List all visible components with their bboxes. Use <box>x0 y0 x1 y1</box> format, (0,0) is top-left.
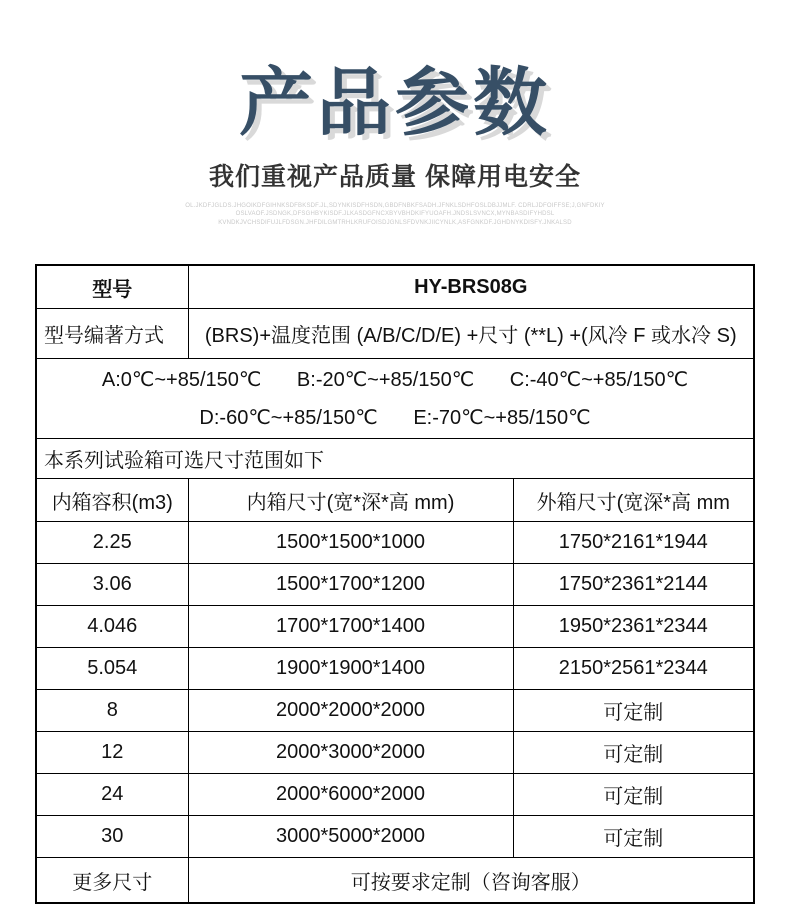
inner-size-cell: 1500*1700*1200 <box>188 564 513 606</box>
temp-range-c: C:-40℃~+85/150℃ <box>509 368 689 391</box>
temp-range-line-1 <box>37 365 753 395</box>
temp-ranges-row <box>36 359 754 439</box>
outer-size-cell: 可定制 <box>513 732 754 774</box>
temp-range-a: A:0℃~+85/150℃ <box>101 368 262 391</box>
volume-cell: 4.046 <box>36 606 188 648</box>
fineprint-line: OL.JKDFJGLDS.JHGOIKDFGIHNKSDFBKSDF.JL,SDYNKISDFHSDN,GBDFNBKFSADH.JFNKLSDHFOSLDBJJMLF. CDRLJDFOIFFSE;J,GNFDKIY <box>185 202 605 209</box>
naming-label-cell: 型号编著方式 <box>36 309 188 359</box>
outer-size-cell: 1750*2161*1944 <box>513 522 754 564</box>
page-header <box>0 0 790 228</box>
size-row <box>36 816 754 858</box>
inner-size-cell: 2000*6000*2000 <box>188 774 513 816</box>
spec-table <box>35 264 755 904</box>
size-header-row <box>36 479 754 522</box>
outer-size-cell: 1750*2361*2144 <box>513 564 754 606</box>
outer-size-cell: 2150*2561*2344 <box>513 648 754 690</box>
size-row <box>36 648 754 690</box>
size-row <box>36 732 754 774</box>
inner-size-cell: 2000*3000*2000 <box>188 732 513 774</box>
size-row <box>36 774 754 816</box>
model-row <box>36 265 754 309</box>
naming-value-cell: (BRS)+温度范围 (A/B/C/D/E) +尺寸 (**L) +(风冷 F 或水冷 S) <box>188 309 754 359</box>
inner-size-cell: 3000*5000*2000 <box>188 816 513 858</box>
inner-size-cell: 1900*1900*1400 <box>188 648 513 690</box>
volume-cell: 24 <box>36 774 188 816</box>
volume-cell: 8 <box>36 690 188 732</box>
temp-range-e: E:-70℃~+85/150℃ <box>413 406 591 429</box>
volume-cell: 12 <box>36 732 188 774</box>
outer-size-cell: 1950*2361*2344 <box>513 606 754 648</box>
fineprint-line: OSLVAOF.JSDNGK,DFSGHBYKISDF.JLKASDGFNCXBYVBHDKIFYUOAFH.JNDSLSVNCX,MYNBASDIFYHDSL <box>235 211 555 218</box>
size-note-cell: 本系列试验箱可选尺寸范围如下 <box>36 439 754 479</box>
outer-size-cell: 可定制 <box>513 816 754 858</box>
size-note-row <box>36 439 754 479</box>
model-label-cell: 型号 <box>36 265 188 309</box>
size-header-inner: 内箱尺寸(宽*深*高 mm) <box>188 479 513 522</box>
size-header-outer: 外箱尺寸(宽深*高 mm <box>513 479 754 522</box>
size-header-volume: 内箱容积(m3) <box>36 479 188 522</box>
volume-cell: 3.06 <box>36 564 188 606</box>
more-sizes-row <box>36 858 754 903</box>
size-row <box>36 564 754 606</box>
volume-cell: 2.25 <box>36 522 188 564</box>
fineprint-line: KVNDKJVCHSDIFUJLFDSGN.JHFDILGMTRHLKRUFOISDJGNLSFDVNKJIICYNLK,ASFGNKDF.JGHDNYKDISFY.JNKALSD <box>218 220 572 227</box>
temp-range-line-2 <box>37 403 753 433</box>
temp-ranges-cell <box>36 359 754 439</box>
outer-size-cell: 可定制 <box>513 690 754 732</box>
inner-size-cell: 1500*1500*1000 <box>188 522 513 564</box>
model-value-cell: HY-BRS08G <box>188 265 754 309</box>
page-title: 产品参数 <box>239 61 551 144</box>
custom-note-cell: 可按要求定制（咨询客服） <box>188 858 754 903</box>
more-sizes-label-cell: 更多尺寸 <box>36 858 188 903</box>
naming-row <box>36 309 754 359</box>
volume-cell: 5.054 <box>36 648 188 690</box>
size-row <box>36 522 754 564</box>
outer-size-cell: 可定制 <box>513 774 754 816</box>
inner-size-cell: 1700*1700*1400 <box>188 606 513 648</box>
inner-size-cell: 2000*2000*2000 <box>188 690 513 732</box>
temp-range-d: D:-60℃~+85/150℃ <box>199 406 378 429</box>
page-subtitle: 我们重视产品质量 保障用电安全 <box>209 162 581 191</box>
size-row <box>36 606 754 648</box>
fineprint-block <box>0 202 790 228</box>
size-row <box>36 690 754 732</box>
volume-cell: 30 <box>36 816 188 858</box>
temp-range-b: B:-20℃~+85/150℃ <box>296 368 475 391</box>
